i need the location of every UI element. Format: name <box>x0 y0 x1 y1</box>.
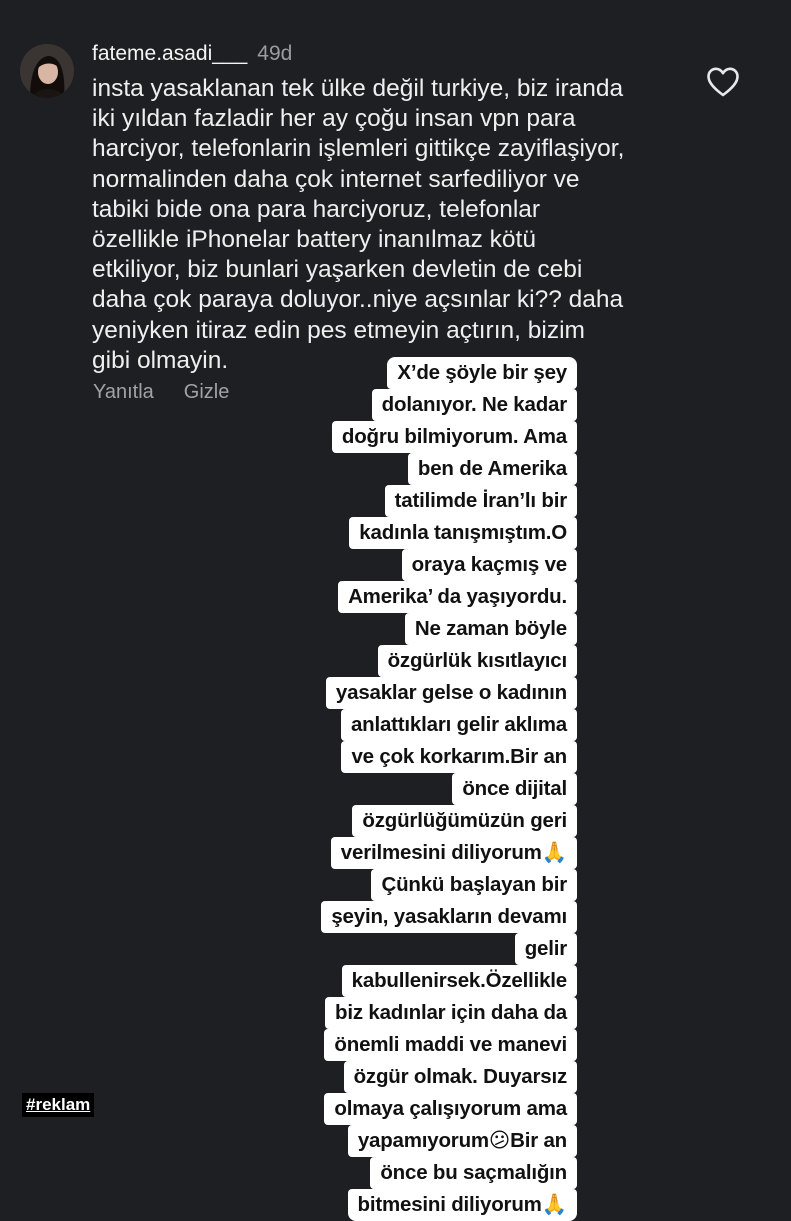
story-text-line: ve çok korkarım.Bir an <box>341 741 577 773</box>
story-text-line: yasaklar gelse o kadının <box>326 677 577 709</box>
story-text-line: oraya kaçmış ve <box>402 549 577 581</box>
comment-timestamp: 49d <box>257 42 293 65</box>
story-text-line: kadınla tanışmıştım.O <box>349 517 577 549</box>
story-text-line: önce bu saçmalığın <box>370 1157 577 1189</box>
story-text-line: biz kadınlar için daha da <box>325 997 577 1029</box>
story-text-line: kabullenirsek.Özellikle <box>342 965 577 997</box>
story-text-line: anlattıkları gelir aklıma <box>341 709 577 741</box>
story-text-line: önemli maddi ve manevi <box>324 1029 577 1061</box>
story-text-line: dolanıyor. Ne kadar <box>372 389 577 421</box>
comment-text: insta yasaklanan tek ülke değil turkiye, biz iranda iki yıldan fazladir her ay çoğu insan vpn para harciyor, telefonlarin işlemleri gittikçe zayiflaşiyor, normalinden daha çok internet sarfediliyor ve tabiki bide ona para harciyoruz, telefonlar özellikle iPhonelar battery inanılmaz kötü etkiliyor, biz bunlari yaşarken devletin de cebi daha çok paraya doluyor..niye açsınlar ki?? daha yeniyken itiraz edin pes etmeyin açtırın, bizim gibi olmayin. <box>92 75 625 374</box>
story-text-line: olmaya çalışıyorum ama <box>324 1093 577 1125</box>
username[interactable]: fateme.asadi___ <box>92 42 248 65</box>
story-text-line: doğru bilmiyorum. Ama <box>332 421 577 453</box>
reply-button[interactable]: Yanıtla <box>93 381 154 403</box>
story-text-line: tatilimde İran’lı bir <box>385 485 577 517</box>
story-text-line: X’de şöyle bir şey <box>387 357 577 389</box>
avatar[interactable] <box>20 44 74 98</box>
story-text-line: ben de Amerika <box>408 453 577 485</box>
profile-photo-icon <box>20 44 74 98</box>
story-text-line: yapamıyorum😕Bir an <box>348 1125 577 1157</box>
story-text-line: bitmesini diliyorum🙏 <box>348 1189 577 1221</box>
story-text-overlay <box>247 357 577 1221</box>
story-text-line: Ne zaman böyle <box>405 613 577 645</box>
story-text-line: verilmesini diliyorum🙏 <box>331 837 577 869</box>
story-text-line: özgürlüğümüzün geri <box>352 805 577 837</box>
like-button[interactable] <box>706 66 740 98</box>
story-text-line: özgürlük kısıtlayıcı <box>378 645 577 677</box>
story-text-line: şeyin, yasakların devamı <box>321 901 577 933</box>
story-text-line: Amerika’ da yaşıyordu. <box>338 581 577 613</box>
story-text-line: gelir <box>515 933 577 965</box>
comment-actions <box>93 381 229 404</box>
story-text-line: özgür olmak. Duyarsız <box>344 1061 577 1093</box>
story-text-line: Çünkü başlayan bir <box>371 869 577 901</box>
heart-outline-icon <box>706 66 740 98</box>
hide-button[interactable]: Gizle <box>183 381 230 403</box>
story-text-line: önce dijital <box>452 773 577 805</box>
hashtag-sticker[interactable]: #reklam <box>22 1093 94 1117</box>
comment-header <box>92 41 292 67</box>
